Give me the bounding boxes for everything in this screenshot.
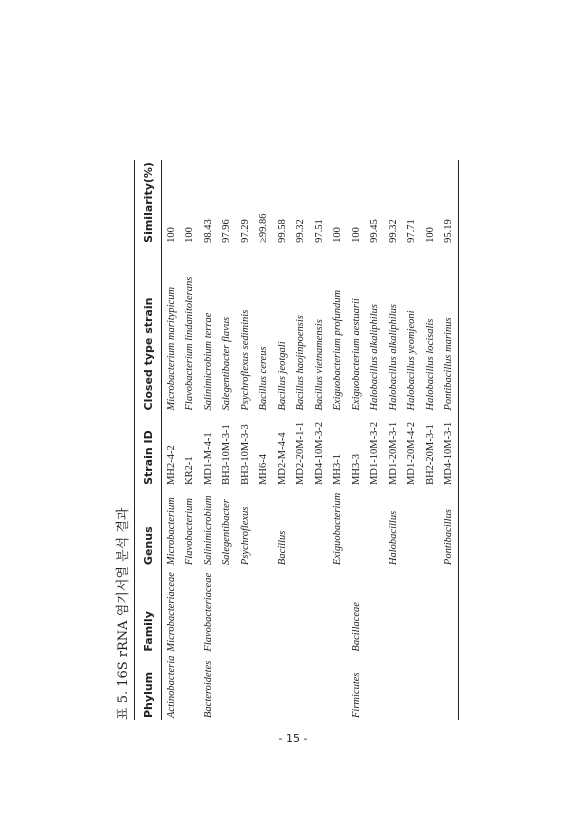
- cell-closed-type-strain: Salegentibacter flavus: [221, 316, 233, 411]
- cell-strain-id: MD2-M-4-4: [276, 432, 288, 485]
- cell-similarity: 99.32: [295, 219, 307, 243]
- cell-genus: Microbacterium: [165, 497, 177, 566]
- cell-strain-id: MD1-10M-3-2: [369, 421, 381, 485]
- cell-closed-type-strain: Halobacillus alkaliphilus: [369, 304, 381, 411]
- cell-phylum: Firmicutes: [350, 672, 362, 718]
- cell-strain-id: MD4-10M-3-2: [313, 421, 325, 485]
- cell-phylum: [421, 654, 440, 720]
- cell-similarity: 100: [165, 227, 177, 243]
- header-closed-type-strain: Closed type strain: [135, 245, 162, 413]
- cell-closed-type-strain: Bacillus haojinpoensis: [295, 315, 307, 411]
- cell-phylum: Actinobacteria: [165, 655, 177, 718]
- cell-phylum: [273, 654, 292, 720]
- cell-similarity: 95.19: [440, 160, 459, 245]
- cell-family: [218, 567, 237, 654]
- cell-closed-type-strain: Salinimicrobium terrae: [202, 312, 214, 411]
- table-row: [218, 160, 237, 720]
- cell-strain-id: MH3-3: [350, 454, 362, 485]
- cell-phylum: [218, 654, 237, 720]
- page-number: - 15 -: [278, 732, 308, 745]
- cell-closed-type-strain: Bacillus cereus: [258, 346, 270, 411]
- cell-strain-id: BH3-10M-3-1: [221, 424, 233, 485]
- cell-family: Flavobacteriaceae: [202, 572, 214, 652]
- cell-strain-id: MD1-20M-4-2: [406, 421, 418, 485]
- table-row: [162, 160, 181, 720]
- table-row: [347, 160, 366, 720]
- table-header-row: [135, 160, 162, 720]
- header-similarity: Similarity(%): [135, 160, 162, 245]
- cell-family: [181, 567, 200, 654]
- cell-strain-id: KR2-1: [184, 456, 196, 485]
- cell-phylum: [181, 654, 200, 720]
- cell-phylum: [255, 654, 274, 720]
- cell-closed-type-strain: Microbacterium maritypicum: [165, 286, 177, 411]
- table-row: [199, 160, 218, 720]
- table-row: [421, 160, 440, 720]
- cell-genus: [403, 487, 422, 567]
- cell-similarity: 97.96: [221, 219, 233, 243]
- cell-similarity: 100: [350, 227, 362, 243]
- cell-similarity: 100: [184, 227, 196, 243]
- cell-strain-id: MD1-M-4-1: [202, 432, 214, 485]
- cell-family: [366, 567, 385, 654]
- cell-family: [329, 567, 348, 654]
- cell-strain-id: MH6-4: [258, 454, 270, 485]
- cell-similarity: 100: [424, 227, 436, 243]
- cell-genus: [255, 487, 274, 567]
- cell-closed-type-strain: Psychroflexus sediminis: [239, 309, 251, 411]
- cell-phylum: [310, 654, 329, 720]
- cell-genus: [421, 487, 440, 567]
- header-family: Family: [135, 567, 162, 654]
- cell-phylum: [366, 654, 385, 720]
- table-row: [440, 160, 459, 720]
- cell-family: [255, 567, 274, 654]
- cell-similarity: 100: [332, 227, 344, 243]
- header-genus: Genus: [135, 487, 162, 567]
- cell-similarity: 99.58: [276, 219, 288, 243]
- cell-closed-type-strain: Exiguobacterium aestuarii: [350, 298, 362, 411]
- cell-closed-type-strain: Flavobacterium lindanitolerans: [184, 276, 196, 411]
- cell-phylum: Bacteroidetes: [202, 660, 214, 718]
- cell-similarity: 99.32: [387, 219, 399, 243]
- table-caption: 표 5. 16S rRNA 염기서열 분석 결과: [116, 507, 131, 720]
- cell-similarity: 98.43: [202, 219, 214, 243]
- cell-phylum: [236, 654, 255, 720]
- header-strain-id: Strain ID: [135, 413, 162, 487]
- cell-genus: [347, 487, 366, 567]
- cell-closed-type-strain: Exiguobacterium profundum: [332, 289, 344, 411]
- cell-genus: Psychroflexus: [239, 506, 251, 566]
- cell-similarity: ≥99.86: [258, 213, 270, 243]
- cell-genus: Bacillus: [276, 530, 288, 566]
- cell-family: [273, 567, 292, 654]
- cell-phylum: [329, 654, 348, 720]
- cell-closed-type-strain: Halobacillus locisalis: [424, 318, 436, 411]
- cell-closed-type-strain: Halobacillus alkaliphilus: [387, 304, 399, 411]
- cell-genus: Halobacillus: [387, 510, 399, 566]
- cell-strain-id: MH3-1: [332, 454, 344, 485]
- cell-strain-id: MD4-10M-3-1: [440, 413, 459, 487]
- cell-genus: Salegentibacter: [221, 499, 233, 566]
- table-body: [162, 160, 459, 720]
- cell-family: [292, 567, 311, 654]
- table-row: [255, 160, 274, 720]
- table-row: [181, 160, 200, 720]
- cell-family: [403, 567, 422, 654]
- table-row: [366, 160, 385, 720]
- cell-genus: [292, 487, 311, 567]
- cell-genus: [310, 487, 329, 567]
- table-row: [292, 160, 311, 720]
- cell-phylum: [440, 654, 459, 720]
- cell-family: [421, 567, 440, 654]
- cell-family: Bacillaceae: [350, 602, 362, 652]
- table-row: [384, 160, 403, 720]
- cell-strain-id: BH3-10M-3-3: [239, 424, 251, 485]
- cell-phylum: [384, 654, 403, 720]
- cell-phylum: [292, 654, 311, 720]
- cell-similarity: 97.29: [239, 219, 251, 243]
- cell-genus: Exiguobacterium: [332, 492, 344, 566]
- cell-closed-type-strain: Bacillus vietnamensis: [313, 319, 325, 411]
- rrna-table: [134, 160, 459, 720]
- cell-family: [310, 567, 329, 654]
- rotated-table-block: [112, 160, 455, 720]
- cell-strain-id: MD2-20M-1-1: [295, 421, 307, 485]
- cell-family: [440, 567, 459, 654]
- cell-genus: Flavobacterium: [184, 497, 196, 566]
- cell-genus: Salinimicrobium: [202, 495, 214, 566]
- cell-phylum: [403, 654, 422, 720]
- cell-family: [384, 567, 403, 654]
- table-row: [403, 160, 422, 720]
- cell-family: [236, 567, 255, 654]
- cell-genus: Pontibacillus: [440, 487, 459, 567]
- cell-strain-id: MD1-20M-3-1: [387, 421, 399, 485]
- cell-closed-type-strain: Bacillus jeotgali: [276, 341, 288, 411]
- cell-closed-type-strain: Halobacillus yeomjeoni: [406, 310, 418, 411]
- table-row: [273, 160, 292, 720]
- cell-similarity: 99.45: [369, 219, 381, 243]
- table-row: [329, 160, 348, 720]
- cell-strain-id: MH2-4-2: [165, 445, 177, 485]
- table-row: [236, 160, 255, 720]
- cell-genus: [366, 487, 385, 567]
- cell-family: Microbacteriaceae: [165, 572, 177, 652]
- cell-similarity: 97.51: [313, 219, 325, 243]
- cell-closed-type-strain: Pontibacillus marinus: [440, 245, 459, 413]
- cell-similarity: 97.71: [406, 219, 418, 243]
- table-row: [310, 160, 329, 720]
- header-phylum: Phylum: [135, 654, 162, 720]
- cell-strain-id: BH2-20M-3-1: [424, 424, 436, 485]
